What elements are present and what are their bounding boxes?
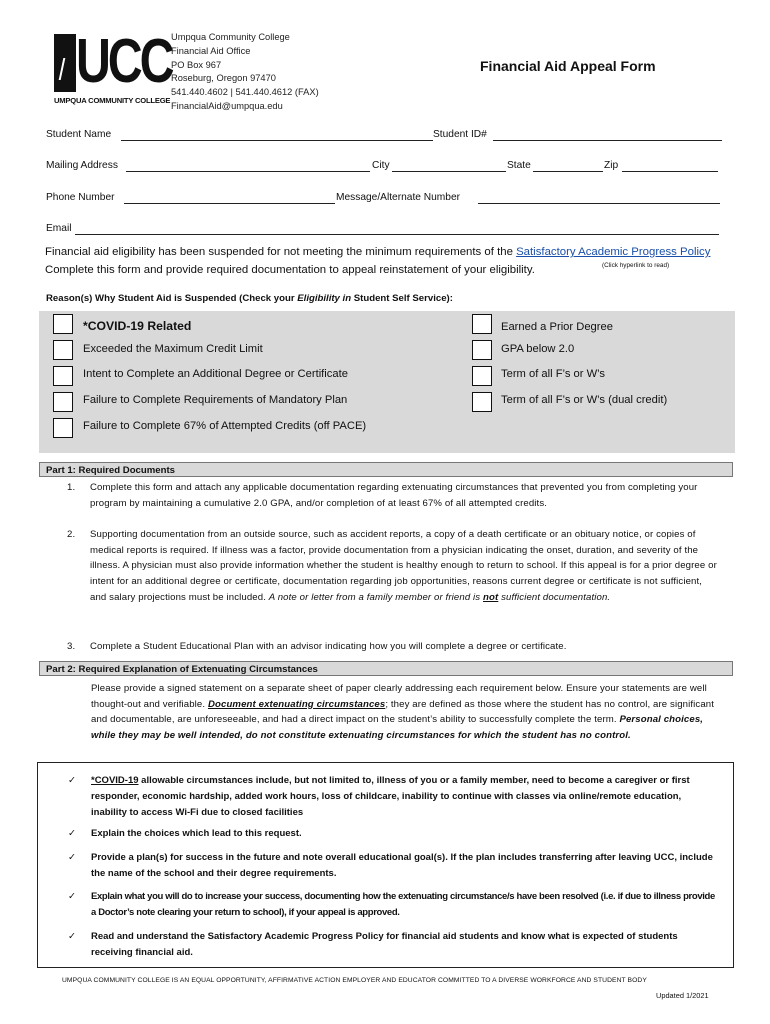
- office-line: PO Box 967: [171, 59, 222, 70]
- part2-text-a: Please provide a signed statement on a separate sheet of paper clearly addressing each requirement below. Ensure your statements are well thought-out and verifiable.: [91, 683, 707, 710]
- part2-instructions: [91, 681, 727, 744]
- part1-item-1: [67, 480, 719, 511]
- office-line: Umpqua Community College: [171, 32, 290, 42]
- term-fw-checkbox[interactable]: [472, 366, 492, 386]
- state-label: State: [507, 160, 531, 171]
- phone-label: Phone Number: [46, 192, 115, 203]
- reason-label: Failure to Complete 67% of Attempted Credits (off PACE): [83, 420, 367, 432]
- city-label: City: [372, 160, 390, 171]
- hyperlink-hint: (Click hyperlink to read): [602, 262, 670, 269]
- reason-label: Term of all F’s or W’s: [501, 368, 606, 380]
- reason-label: Exceeded the Maximum Credit Limit: [83, 343, 263, 355]
- item-text: Complete a Student Educational Plan with an advisor indicating how you will complete a degree or certificate.: [90, 641, 567, 652]
- reason-label: Earned a Prior Degree: [501, 321, 613, 333]
- email-label: Email: [46, 223, 72, 234]
- eeo-footer: UMPQUA COMMUNITY COLLEGE IS AN EQUAL OPPORTUNITY, AFFIRMATIVE ACTION EMPLOYER AND EDUCATOR COMMITTED TO A DIVERSE WORKFORCE AND STUDENT BODY: [62, 977, 647, 984]
- checklist-text: Read and understand the Satisfactory Academic Progress Policy for financial aid students and know what is expected of students receiving financial aid.: [91, 931, 678, 958]
- ucc-logo: [54, 27, 172, 108]
- checklist-item: [68, 826, 718, 842]
- state-field[interactable]: [533, 171, 603, 172]
- item-text: [90, 527, 719, 606]
- reason-label: *COVID-19 Related: [83, 319, 192, 333]
- intro-line-2: Complete this form and provide required documentation to appeal reinstatement of your eligibility.: [45, 264, 535, 276]
- alternate-number-field[interactable]: [478, 203, 720, 204]
- alternate-number-label: Message/Alternate Number: [336, 192, 461, 203]
- reasons-panel: [39, 311, 735, 453]
- check-icon: ✓: [68, 852, 76, 863]
- item-number: 3.: [67, 641, 76, 652]
- student-id-label: Student ID#: [433, 129, 487, 140]
- checklist-text: Provide a plan(s) for success in the future and note overall educational goal(s). If the plan includes transferring after leaving UCC, include the name of the school and their degree requirements.: [91, 852, 713, 879]
- max-credit-checkbox[interactable]: [53, 340, 73, 360]
- mandatory-plan-checkbox[interactable]: [53, 392, 73, 412]
- office-line: Roseburg, Oregon 97470: [171, 73, 276, 84]
- student-name-field[interactable]: [121, 140, 433, 141]
- city-field[interactable]: [392, 171, 506, 172]
- office-address: [171, 31, 319, 114]
- office-line: Financial Aid Office: [171, 45, 251, 56]
- reason-label: Intent to Complete an Additional Degree or Certificate: [83, 368, 348, 380]
- term-fw-dual-checkbox[interactable]: [472, 392, 492, 412]
- checklist-item: [68, 773, 718, 820]
- checklist-text: Explain what you will do to increase your success, documenting how the extenuating circumstance/s have been resolved (i.e. if due to illness provide a Doctor’s note clearing your return to school), if your appeal is approved.: [91, 891, 715, 918]
- check-icon: ✓: [68, 891, 76, 902]
- part2-heading: Part 2: Required Explanation of Extenuating Circumstances: [39, 661, 733, 676]
- item-note-b: not: [483, 591, 499, 603]
- check-icon: ✓: [68, 931, 76, 942]
- reasons-heading-suffix: Student Self Service):: [351, 293, 453, 304]
- check-icon: ✓: [68, 775, 76, 786]
- checklist-item: [68, 929, 718, 961]
- part2-text-bold: Document extenuating circumstances: [207, 698, 386, 710]
- logo-subtitle: UMPQUA COMMUNITY COLLEGE: [54, 96, 171, 105]
- intro-line-1: [45, 246, 710, 258]
- checklist-lead: *COVID-19: [91, 775, 139, 786]
- sap-policy-link[interactable]: Satisfactory Academic Progress Policy: [516, 246, 711, 258]
- reason-label: Failure to Complete Requirements of Mandatory Plan: [83, 394, 348, 406]
- email-field[interactable]: [75, 234, 719, 235]
- mailing-address-field[interactable]: [126, 171, 370, 172]
- item-body: Supporting documentation from an outside source, such as accident reports, a copy of a death certificate or an obituary notice, or copies of medical reports is required. If illness was a factor, provide documentation from a physician indicating the onset, duration, and severity of the illness. A physician must also provide information whether the student is healthy enough to return to school. If this appeal is for a prior degree or intent for an additional degree or certificate, documentation regarding job opportunities, reasons current degree or certificate is not sufficient, and salary projections must be included.: [90, 529, 717, 603]
- part2-text-italic: Personal choices, while they may be well intended, do not constitute extenuating circumstances for which the student has no control.: [91, 714, 704, 742]
- pace-checkbox[interactable]: [53, 418, 73, 438]
- reasons-heading-italic: Eligibility in: [297, 293, 352, 304]
- logo-letters: UCC: [76, 27, 172, 96]
- zip-label: Zip: [604, 160, 619, 171]
- intro-text: Financial aid eligibility has been suspended for not meeting the minimum requirements of the: [45, 246, 517, 258]
- checklist-item: [68, 889, 718, 921]
- item-number: 1.: [67, 482, 76, 493]
- reason-label: GPA below 2.0: [501, 343, 575, 355]
- updated-date: Updated 1/2021: [656, 991, 709, 1000]
- student-id-field[interactable]: [493, 140, 722, 141]
- item-number: 2.: [67, 529, 76, 540]
- part1-heading: Part 1: Required Documents: [39, 462, 733, 477]
- prior-degree-checkbox[interactable]: [472, 314, 492, 334]
- item-note-a: A note or letter from a family member or friend is: [268, 591, 484, 603]
- checklist-body: allowable circumstances include, but not limited to, illness of you or a family member, need to become a caregiver or first responder, economic hardship, added work hours, loss of childcare, inability to continue with classes via online/remote education, inability to access Wi-Fi due to closed facilities: [91, 775, 690, 818]
- reasons-heading-prefix: Reason(s) Why Student Aid is Suspended (Check your: [46, 293, 298, 304]
- checklist-text: Explain the choices which lead to this request.: [91, 828, 302, 839]
- phone-field[interactable]: [124, 203, 335, 204]
- check-icon: ✓: [68, 828, 76, 839]
- office-email: FinancialAid@umpqua.edu: [171, 100, 283, 111]
- ucc-logo-mark-icon: [54, 34, 76, 92]
- gpa-checkbox[interactable]: [472, 340, 492, 360]
- mailing-address-label: Mailing Address: [46, 160, 118, 171]
- checklist-text: [91, 773, 718, 820]
- additional-degree-checkbox[interactable]: [53, 366, 73, 386]
- reason-label: Term of all F’s or W’s (dual credit): [501, 394, 668, 406]
- zip-field[interactable]: [622, 171, 718, 172]
- part1-item-2: [67, 527, 719, 606]
- student-name-label: Student Name: [46, 129, 112, 140]
- item-text: Complete this form and attach any applicable documentation regarding extenuating circumstances that prevented you from completing your program by maintaining a cumulative 2.0 GPA, and/or completion of at least 67% of all attempted credits.: [90, 482, 698, 509]
- item-note-c: sufficient documentation.: [498, 591, 611, 603]
- part2-text-b: ; they are defined as those where the student has no control, are significant and documentable, are unforeseeable, and had a direct impact on the student’s ability to successfully complete the term.: [91, 698, 715, 726]
- part1-item-3: [67, 639, 719, 655]
- form-title: Financial Aid Appeal Form: [480, 58, 656, 74]
- covid-checkbox[interactable]: [53, 314, 73, 334]
- office-line: 541.440.4602 | 541.440.4612 (FAX): [171, 87, 319, 98]
- checklist-item: [68, 850, 718, 882]
- reasons-heading: [46, 293, 453, 304]
